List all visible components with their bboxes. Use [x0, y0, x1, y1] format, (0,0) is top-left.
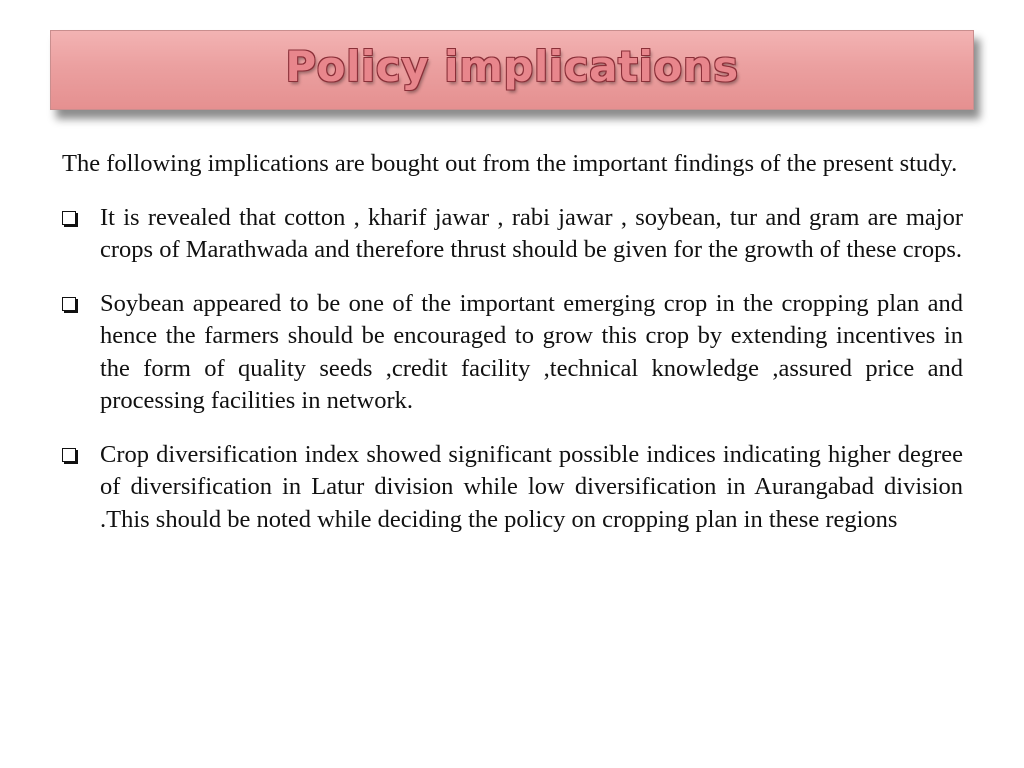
bullet-text: Soybean appeared to be one of the important emerging crop in the cropping plan and hence the farmers should be encouraged to grow this crop by extending incentives in the form of quality seeds ,credit facility ,technical knowledge ,assured price and processing facilities in network.: [100, 289, 963, 414]
bullet-item: [62, 202, 963, 267]
checkbox-icon: [62, 211, 76, 225]
bullet-text: Crop diversification index showed significant possible indices indicating higher degree of diversification in Latur division while low diversification in Aurangabad division .This should be noted while deciding the policy on cropping plan in these regions: [100, 440, 963, 533]
title-banner: [50, 30, 974, 110]
bullet-item: [62, 439, 963, 537]
bullet-item: [62, 288, 963, 418]
slide-content: [62, 148, 963, 557]
checkbox-icon: [62, 448, 76, 462]
slide-title: Policy implications: [285, 41, 739, 91]
checkbox-icon: [62, 297, 76, 311]
bullet-text: It is revealed that cotton , kharif jawar , rabi jawar , soybean, tur and gram are major crops of Marathwada and therefore thrust should be given for the growth of these crops.: [100, 203, 963, 263]
intro-paragraph: The following implications are bought out from the important findings of the present study.: [62, 150, 958, 177]
